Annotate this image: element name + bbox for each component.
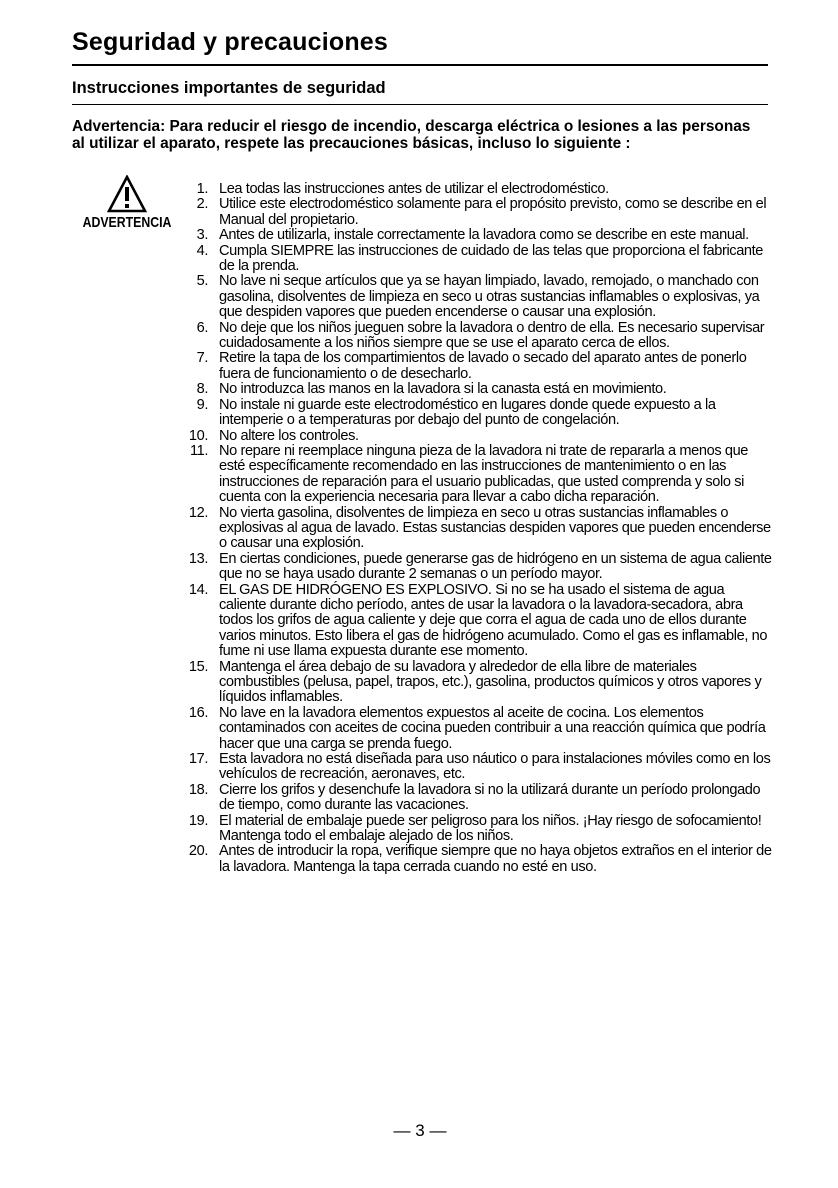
list-item-number: 1. bbox=[196, 181, 208, 197]
list-item bbox=[182, 398, 772, 429]
list-item-number: 19. bbox=[188, 812, 208, 829]
list-item bbox=[182, 844, 772, 875]
list-item bbox=[182, 182, 772, 197]
list-item-number: 16. bbox=[188, 704, 208, 721]
list-item-number: 18. bbox=[188, 781, 208, 798]
warning-triangle-icon bbox=[107, 175, 147, 213]
list-item-number: 13. bbox=[188, 550, 208, 567]
manual-page bbox=[72, 0, 772, 1188]
list-item-number: 3. bbox=[196, 227, 208, 244]
list-item bbox=[182, 228, 772, 243]
page-title: Seguridad y precauciones bbox=[72, 28, 389, 56]
title-divider bbox=[72, 64, 768, 66]
list-item-text: EL GAS DE HIDRÓGENO ES EXPLOSIVO. Si no se ha usado el sistema de agua caliente durante dicho período, antes de usar la lavadora o la lavadora-secadora, abra todos los grifos de agua caliente y deje que corra el agua de cada uno de ellos durante varios minutos. Esto libera el gas de hidrógeno acumulado. Como el gas es inflamable, no fume ni use llama expuesta durante ese momento. bbox=[219, 581, 768, 660]
list-item-number: 2. bbox=[196, 196, 208, 213]
list-item bbox=[182, 752, 772, 783]
list-item-text: Antes de introducir la ropa, verifique siempre que no haya objetos extraños en el interior de la lavadora. Mantenga la tapa cerrada cuando no esté en uso. bbox=[219, 843, 772, 875]
list-item-text: No instale ni guarde este electrodoméstico en lugares donde quede expuesto a la intemperie o a temperaturas por debajo del punto de congelación. bbox=[219, 396, 716, 429]
list-item-text: No deje que los niños jueguen sobre la lavadora o dentro de ella. Es necesario supervisar cuidadosamente a los niños siempre que se use el aparato cerca de ellos. bbox=[219, 319, 765, 352]
list-item-text: No repare ni reemplace ninguna pieza de la lavadora ni trate de repararla a menos que esté específicamente recomendado en las instrucciones de mantenimiento o en las instrucciones de reparación para el usuario publicadas, que usted comprenda y solo si cuenta con la experiencia necesaria para llevar a cabo dicha reparación. bbox=[219, 442, 749, 506]
section-subtitle: Instrucciones importantes de seguridad bbox=[72, 79, 386, 97]
list-item-number: 14. bbox=[188, 581, 208, 598]
list-item bbox=[182, 660, 772, 706]
list-item-text: No altere los controles. bbox=[219, 427, 359, 444]
list-item-number: 17. bbox=[188, 751, 208, 768]
list-item-text: Retire la tapa de los compartimientos de lavado o secado del aparato antes de ponerlo fuera de funcionamiento o de desecharlo. bbox=[219, 350, 747, 382]
list-item-text: Lea todas las instrucciones antes de utilizar el electrodoméstico. bbox=[219, 181, 609, 197]
list-item-number: 20. bbox=[188, 843, 208, 860]
list-item-text: Antes de utilizarla, instale correctamente la lavadora como se describe en este manual. bbox=[219, 227, 749, 244]
list-item bbox=[182, 274, 772, 320]
warning-statement: Advertencia: Para reducir el riesgo de incendio, descarga eléctrica o lesiones a las personas al utilizar el aparato, respete las precauciones básicas, incluso lo siguiente : bbox=[72, 118, 751, 152]
list-item bbox=[182, 444, 772, 506]
list-item-number: 11. bbox=[189, 442, 208, 459]
list-item-text: En ciertas condiciones, puede generarse gas de hidrógeno en un sistema de agua caliente que no se haya usado durante 2 semanas o un período mayor. bbox=[219, 550, 772, 583]
safety-instructions-list bbox=[182, 182, 772, 875]
list-item-text: No introduzca las manos en la lavadora si la canasta está en movimiento. bbox=[219, 381, 667, 398]
list-item-text: Cierre los grifos y desenchufe la lavadora si no la utilizará durante un período prolongado de tiempo, como durante las vacaciones. bbox=[219, 781, 761, 814]
subtitle-divider bbox=[72, 104, 768, 105]
list-item bbox=[182, 197, 772, 228]
list-item bbox=[182, 506, 772, 552]
list-item-text: Utilice este electrodoméstico solamente para el propósito previsto, como se describe en el Manual del propietario. bbox=[219, 196, 767, 228]
list-item bbox=[182, 429, 772, 444]
list-item-number: 4. bbox=[196, 242, 208, 259]
page-number: — 3 — bbox=[393, 1121, 447, 1140]
list-item-text: Cumpla SIEMPRE las instrucciones de cuidado de las telas que proporciona el fabricante de la prenda. bbox=[219, 242, 763, 275]
list-item bbox=[182, 244, 772, 275]
list-item-number: 5. bbox=[196, 273, 208, 290]
list-item-number: 15. bbox=[188, 658, 208, 675]
list-item-text: Esta lavadora no está diseñada para uso náutico o para instalaciones móviles como en los vehículos de recreación, aeronaves, etc. bbox=[219, 751, 771, 783]
list-item bbox=[182, 321, 772, 352]
list-item-number: 7. bbox=[196, 350, 208, 367]
list-item bbox=[182, 552, 772, 583]
list-item-text: Mantenga el área debajo de su lavadora y alrededor de ella libre de materiales combustibles (pelusa, papel, trapos, etc.), gasolina, productos químicos y otros vapores y líquidos inflamables. bbox=[219, 658, 762, 706]
list-item bbox=[182, 814, 772, 845]
list-item bbox=[182, 783, 772, 814]
list-item-number: 12. bbox=[188, 504, 208, 521]
list-item-text: No vierta gasolina, disolventes de limpieza en seco u otras sustancias inflamables o explosivas al agua de lavado. Estas sustancias despiden vapores que pueden encenderse o causar una explosión. bbox=[219, 504, 771, 552]
list-item bbox=[182, 583, 772, 660]
list-item bbox=[182, 382, 772, 397]
list-item-number: 8. bbox=[196, 381, 208, 398]
list-item bbox=[182, 351, 772, 382]
warning-label: ADVERTENCIA bbox=[82, 214, 172, 231]
list-item-text: El material de embalaje puede ser peligroso para los niños. ¡Hay riesgo de sofocamiento! Mantenga todo el embalaje alejado de los niños. bbox=[219, 812, 762, 845]
list-item bbox=[182, 706, 772, 752]
warning-badge bbox=[72, 175, 182, 231]
list-item-number: 6. bbox=[196, 319, 208, 336]
list-item-text: No lave ni seque artículos que ya se hayan limpiado, lavado, remojado, o manchado con gasolina, disolventes de limpieza en seco u otras sustancias inflamables o explosivas, ya que despiden vapores que pueden encenderse o causar una explosión. bbox=[219, 273, 760, 321]
list-item-number: 10. bbox=[188, 427, 208, 444]
list-item-text: No lave en la lavadora elementos expuestos al aceite de cocina. Los elementos contaminados con aceites de cocina pueden contribuir a una reacción química que podría hacer que una carga se prenda fuego. bbox=[219, 704, 766, 752]
list-item-number: 9. bbox=[196, 396, 208, 413]
